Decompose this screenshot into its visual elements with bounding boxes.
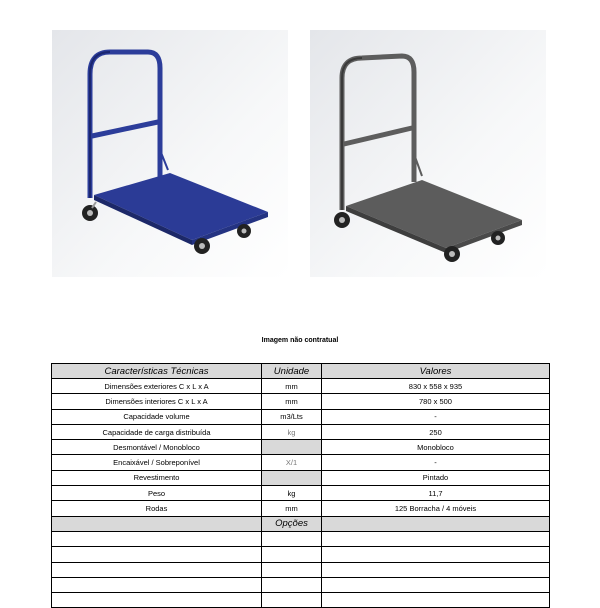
table-row (52, 470, 550, 485)
row-unit: X/1 (262, 455, 322, 470)
table-row (52, 394, 550, 409)
row-label: Capacidade volume (52, 409, 262, 424)
table-row (52, 440, 550, 455)
row-value: - (322, 409, 550, 424)
table-header-row (52, 364, 550, 379)
row-unit: mm (262, 394, 322, 409)
option-cell (52, 547, 262, 562)
row-unit: kg (262, 424, 322, 439)
row-unit: kg (262, 486, 322, 501)
option-cell (52, 577, 262, 592)
table-row (52, 455, 550, 470)
header-unit: Unidade (262, 364, 322, 379)
table-row (52, 379, 550, 394)
row-label: Desmontável / Monobloco (52, 440, 262, 455)
row-label: Peso (52, 486, 262, 501)
options-cell-empty (322, 516, 550, 531)
header-characteristics: Características Técnicas (52, 364, 262, 379)
technical-specs-table (51, 363, 550, 608)
row-unit (262, 440, 322, 455)
option-cell (262, 562, 322, 577)
row-label: Dimensões exteriores C x L x A (52, 379, 262, 394)
option-cell (52, 593, 262, 608)
table-row (52, 409, 550, 424)
row-value: 11,7 (322, 486, 550, 501)
option-cell (322, 593, 550, 608)
option-cell (262, 531, 322, 546)
options-cell-empty (52, 516, 262, 531)
row-label: Revestimento (52, 470, 262, 485)
option-row (52, 547, 550, 562)
option-cell (322, 547, 550, 562)
row-unit (262, 470, 322, 485)
row-value: Pintado (322, 470, 550, 485)
option-row (52, 531, 550, 546)
row-unit: mm (262, 501, 322, 516)
row-value: - (322, 455, 550, 470)
option-cell (262, 593, 322, 608)
table-row (52, 424, 550, 439)
row-label: Encaixável / Sobreponível (52, 455, 262, 470)
table-row (52, 501, 550, 516)
blue-trolley-image (52, 30, 288, 277)
header-values: Valores (322, 364, 550, 379)
row-unit: m3/Lts (262, 409, 322, 424)
option-row (52, 577, 550, 592)
image-disclaimer: Imagem não contratual (261, 337, 339, 344)
option-cell (322, 531, 550, 546)
option-row (52, 593, 550, 608)
option-cell (322, 577, 550, 592)
row-unit: mm (262, 379, 322, 394)
row-value: 250 (322, 424, 550, 439)
row-label: Rodas (52, 501, 262, 516)
row-label: Dimensões interiores C x L x A (52, 394, 262, 409)
row-value: 830 x 558 x 935 (322, 379, 550, 394)
option-cell (52, 562, 262, 577)
option-cell (322, 562, 550, 577)
row-label: Capacidade de carga distribuída (52, 424, 262, 439)
row-value: 780 x 500 (322, 394, 550, 409)
row-value: Monobloco (322, 440, 550, 455)
option-cell (52, 531, 262, 546)
option-row (52, 562, 550, 577)
grey-trolley-image (310, 30, 546, 277)
options-label: Opções (262, 516, 322, 531)
options-header-row (52, 516, 550, 531)
table-row (52, 486, 550, 501)
option-cell (262, 547, 322, 562)
row-value: 125 Borracha / 4 móveis (322, 501, 550, 516)
option-cell (262, 577, 322, 592)
